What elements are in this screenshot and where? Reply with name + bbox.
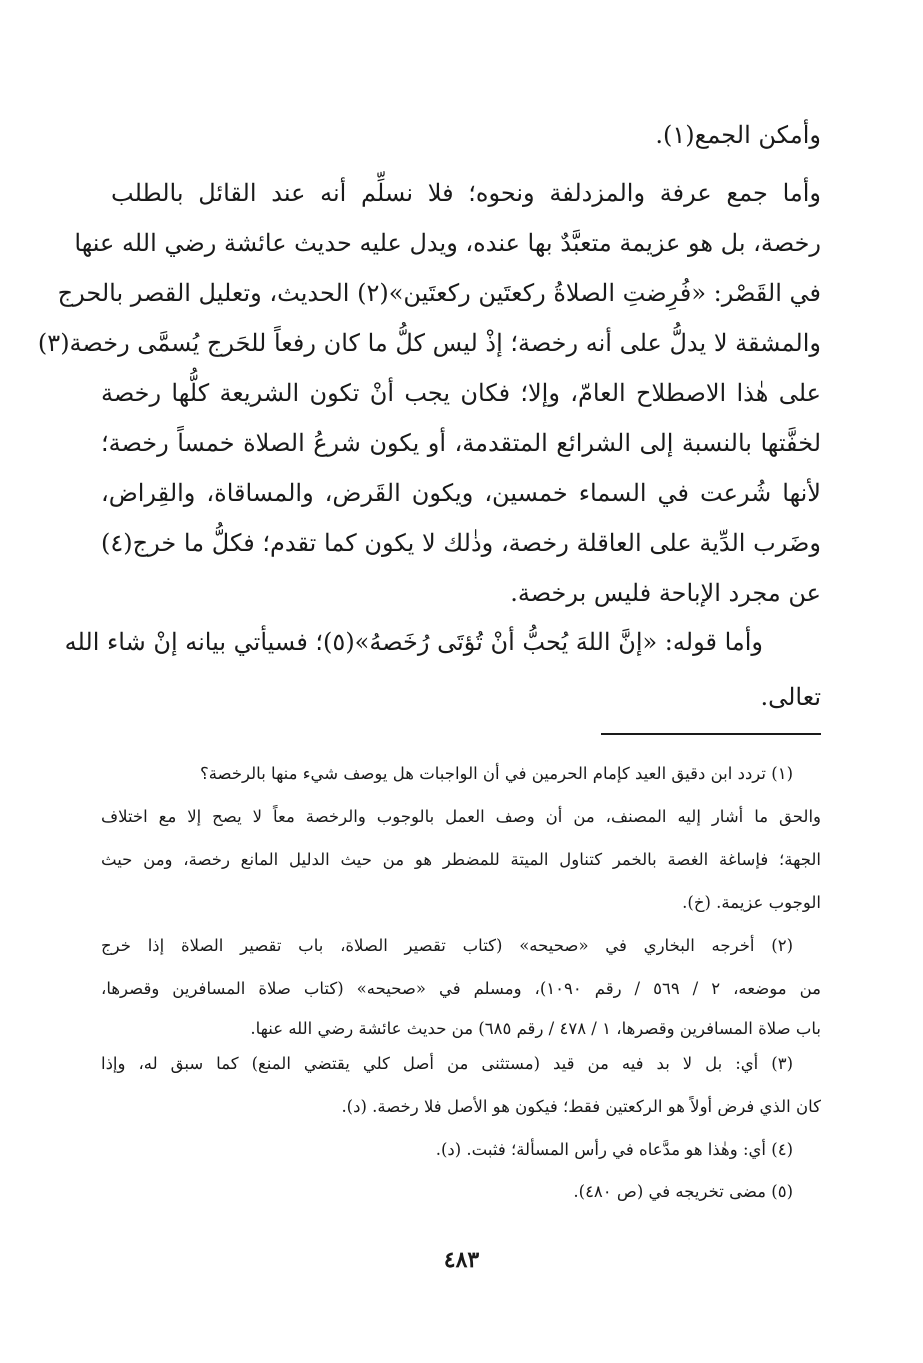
body-line: في القَصْر: «فُرِضتِ الصلاةُ ركعتَين ركعتَين»(٢) الحديث، وتعليل القصر بالحرج [57,279,821,307]
page-number: ٤٨٣ [443,1247,480,1273]
body-line: على هٰذا الاصطلاح العامّ، وإلا؛ فكان يجب أنْ تكون الشريعة كلُّها رخصة [101,379,821,407]
footnote-line: (٥) مضى تخريجه في (ص ٤٨٠). [573,1182,793,1201]
footnote-line: (١) تردد ابن دقيق العيد كإمام الحرمين في أن الواجبات هل يوصف شيء منها بالرخصة؟ [199,764,793,783]
body-line: لخفَّتها بالنسبة إلى الشرائع المتقدمة، أو يكون شرعُ الصلاة خمساً رخصة؛ [101,429,821,457]
footnote-line: كان الذي فرض أولاً هو الركعتين فقط؛ فيكون هو الأصل فلا رخصة. (د). [341,1097,821,1116]
body-line: لأنها شُرعت في السماء خمسين، ويكون القَرض، والمساقاة، والقِراض، [101,479,821,507]
footnote-line: الجهة؛ فإساغة الغصة بالخمر كتناول الميتة للمضطر هو من حيث الدليل المانع رخصة، ومن حيث [101,850,821,869]
body-line: عن مجرد الإباحة فليس برخصة. [510,579,821,607]
body-line: وأمكن الجمع(١). [655,121,821,149]
footnote-line: (٤) أي: وهٰذا هو مدَّعاه في رأس المسألة؛ فثبت. (د). [435,1140,793,1159]
body-line: رخصة، بل هو عزيمة متعبَّدٌ بها عنده، ويدل عليه حديث عائشة رضي الله عنها [74,229,821,257]
body-line: تعالى. [760,683,821,711]
body-line: وأما جمع عرفة والمزدلفة ونحوه؛ فلا نسلِّم أنه عند القائل بالطلب [111,179,821,207]
body-line: وأما قوله: «إنَّ اللهَ يُحبُّ أنْ تُؤتَى رُخَصهُ»(٥)؛ فسيأتي بيانه إنْ شاء الله [64,628,763,656]
footnote-line: والحق ما أشار إليه المصنف، من أن وصف العمل بالوجوب والرخصة معاً لا يصح إلا مع اختلاف [101,807,821,826]
footnote-separator [601,733,821,735]
footnote-line: (٢) أخرجه البخاري في «صحيحه» (كتاب تقصير الصلاة، باب تقصير الصلاة إذا خرج [101,936,793,955]
body-line: وضَرب الدِّية على العاقلة رخصة، وذٰلك لا يكون كما تقدم؛ فكلُّ ما خرج(٤) [101,529,821,557]
footnote-line: باب صلاة المسافرين وقصرها، ١ / ٤٧٨ / رقم ٦٨٥) من حديث عائشة رضي الله عنها. [250,1019,821,1038]
footnote-line: (٣) أي: بل لا بد فيه من قيد (مستثنى من أصل كلي يقتضي المنع) كما سبق له، وإذا [101,1054,793,1073]
body-line: والمشقة لا يدلُّ على أنه رخصة؛ إذْ ليس كلُّ ما كان رفعاً للحَرج يُسمَّى رخصة(٣) [37,329,821,357]
footnote-line: من موضعه، ٢ / ٥٦٩ / رقم ١٠٩٠)، ومسلم في «صحيحه» (كتاب صلاة المسافرين وقصرها، [101,979,821,998]
footnote-line: الوجوب عزيمة. (خ). [682,893,821,912]
